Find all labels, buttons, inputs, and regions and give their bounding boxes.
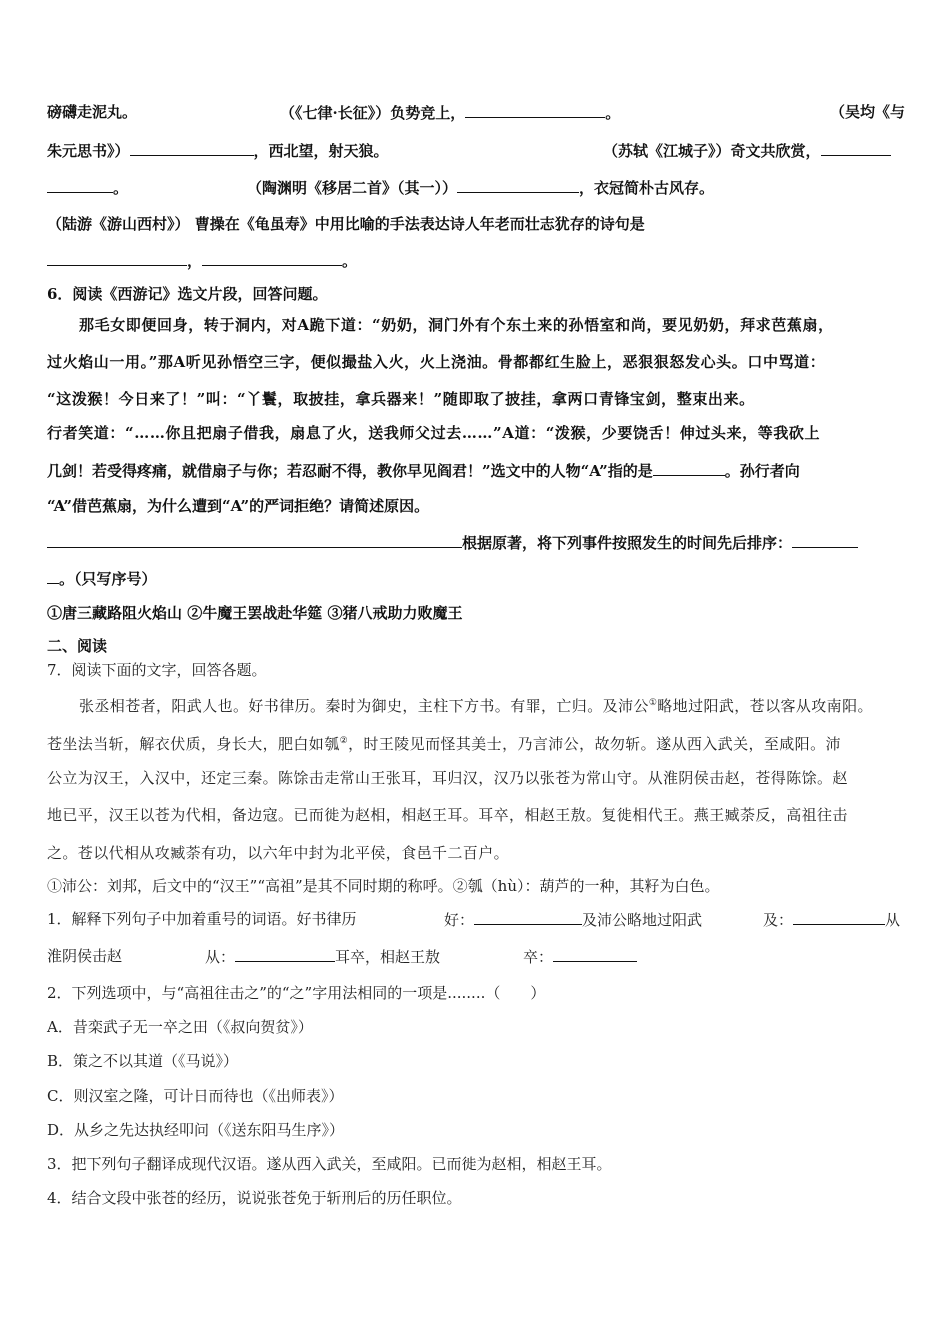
footnote-mark: ② — [339, 736, 349, 746]
q6-passage-line: 那毛女即便回身，转于洞内，对A跪下道：“奶奶，洞门外有个东土来的孙悟室和尚，要见奶奶，拜求芭蕉扇， — [79, 316, 834, 334]
q6-question-d-line — [47, 532, 858, 553]
q6-passage-line: “这泼猴！今日来了！”叫：“丫鬟，取披挂，拿兵器来！”随即取了披挂，拿两口青锋宝剑，整束出来。 — [47, 390, 755, 408]
q6-events: ①唐三藏路阻火焰山 ②牛魔王罢战赴华筵 ③猪八戒助力败魔王 — [47, 604, 463, 622]
q7-sub1-d — [763, 909, 900, 930]
q6-passage-line: 行者笑道：“……你且把扇子借我，扇息了火，送我师父过去……”A道：“泼猴，少要饶舌！伸过头来，等我砍上 — [47, 424, 821, 442]
q7-sub1-f: 淮阴侯击赵 — [47, 947, 123, 965]
label: 卒： — [523, 948, 554, 966]
q7-sub4: 4．结合文段中张苍的经历，说说张苍免于斩刑后的历任职位。 — [47, 1189, 462, 1207]
q5-line1-b — [280, 102, 620, 123]
label: 及： — [763, 911, 794, 929]
option-c[interactable]: C．则汉室之隆，可计日而待也（《出师表》） — [47, 1087, 344, 1105]
q6-title: 6．阅读《西游记》选文片段，回答问题。 — [47, 285, 328, 303]
q5-sep: ， — [187, 252, 203, 270]
answer-blank[interactable] — [235, 946, 335, 962]
q5-line3-b — [247, 177, 714, 198]
q7-sub1-b — [444, 909, 702, 930]
answer-blank[interactable] — [47, 177, 113, 193]
label: 从 — [885, 911, 901, 929]
q7-sub1-i — [523, 946, 637, 967]
q6-question-d: 根据原著，将下列事件按照发生的时间先后排序： — [462, 534, 793, 552]
q6-passage-line: 几剑！若受得疼痛，就借扇子与你；若忍耐不得，教你早见阎君！” — [47, 462, 491, 480]
q7-passage-text: ，时王陵见而怪其美士，乃言沛公，故勿斩。遂从西入武关，至咸阳。沛 — [348, 735, 841, 753]
q5-line3-c: ，衣冠简朴古风存。 — [579, 179, 715, 197]
q5-line1-c: 。 — [605, 104, 621, 122]
label: 从： — [205, 948, 236, 966]
answer-blank[interactable] — [793, 909, 885, 925]
answer-blank[interactable] — [474, 909, 582, 925]
answer-blank[interactable] — [47, 532, 462, 548]
q5-line2-c-text: （苏轼《江城子》）奇文共欣赏， — [603, 142, 821, 160]
option-a[interactable]: A．昔栾武子无一卒之田（《叔向贺贫》） — [47, 1018, 313, 1036]
section-title: 二、阅读 — [47, 637, 108, 655]
q5-line2-b: ，西北望，射天狼。 — [253, 142, 389, 160]
label: 耳卒，相赵王敖 — [335, 948, 441, 966]
q7-sub2: 2．下列选项中，与“高祖往击之”的“之”字用法相同的一项是........（ ） — [47, 984, 546, 1002]
answer-blank[interactable] — [653, 460, 725, 476]
answer-blank[interactable] — [457, 177, 579, 193]
q7-passage-line — [47, 731, 841, 754]
answer-blank[interactable] — [130, 140, 254, 156]
q5-line2-a: 朱元思书》） — [47, 142, 130, 160]
option-b[interactable]: B．策之不以其道（《马说》） — [47, 1052, 239, 1070]
q7-passage-line — [79, 693, 873, 716]
q6-question-e-line — [47, 568, 157, 589]
option-d[interactable]: D．从乡之先达执经叩问（《送东阳马生序》） — [47, 1121, 345, 1139]
q6-question-a: 选文中的人物“A”指的是 — [490, 462, 653, 480]
answer-blank[interactable] — [465, 102, 605, 118]
q7-title: 7．阅读下面的文字，回答各题。 — [47, 661, 267, 679]
q5-line4: （陆游《游山西村》） 曹操在《龟虽寿》中用比喻的手法表达诗人年老而壮志犹存的诗句是 — [47, 215, 645, 233]
answer-blank[interactable] — [47, 250, 187, 266]
q7-passage-line: 公立为汉王，入汉中，还定三秦。陈馀击走常山王张耳，耳归汉，汉乃以张苍为常山守。从淮阴侯击赵，苍得陈馀。赵 — [47, 769, 848, 787]
q7-passage-line: 地已平，汉王以苍为代相，备边寇。已而徙为赵相，相赵王耳。耳卒，相赵王敖。复徙相代王。燕王臧荼反，高祖往击 — [47, 806, 848, 824]
q7-sub1-g — [205, 946, 440, 967]
q7-notes: ①沛公：刘邦，后文中的“汉王”“高祖”是其不同时期的称呼。②瓠（hù）：葫芦的一种，其籽为白色。 — [47, 877, 720, 895]
q5-line2 — [47, 140, 389, 161]
q5-line1-a: 磅礴走泥丸。 — [47, 103, 138, 121]
q7-passage-line: 之。苍以代相从攻臧荼有功，以六年中封为北平侯，食邑千二百户。 — [47, 844, 510, 862]
answer-blank[interactable] — [202, 250, 342, 266]
q7-passage-text: 张丞相苍者，阳武人也。好书律历。秦时为御史，主柱下方书。有罪，亡归。及沛公 — [79, 697, 649, 715]
q5-line2-c — [603, 140, 891, 161]
q5-line3-a — [47, 177, 128, 198]
q5-line1-b-text: （《七律·长征》）负势竞上， — [280, 104, 466, 122]
q5-line5 — [47, 250, 357, 271]
q6-passage-last — [47, 460, 800, 481]
q6-question-e: 。（只写序号） — [59, 570, 157, 588]
q6-question-b: 。孙行者向 — [724, 462, 800, 480]
q7-passage-text: 苍坐法当斩，解衣伏质，身长大，肥白如瓠 — [47, 735, 340, 753]
q6-question-c: “A”借芭蕉扇，为什么遭到“A”的严词拒绝？请简述原因。 — [47, 497, 430, 515]
answer-blank[interactable] — [792, 532, 858, 548]
answer-blank[interactable] — [821, 140, 891, 156]
q7-sub1-a: 1．解释下列句子中加着重号的词语。好书律历 — [47, 910, 357, 928]
q5-line3-a-text: 。 — [113, 179, 129, 197]
q5-line3-b-text: （陶渊明《移居二首》（其一）） — [247, 179, 458, 197]
label: 及沛公略地过阳武 — [582, 911, 703, 929]
answer-blank[interactable] — [47, 568, 59, 584]
q7-sub3: 3．把下列句子翻译成现代汉语。遂从西入武关，至咸阳。已而徙为赵相，相赵王耳。 — [47, 1155, 612, 1173]
q6-passage-line: 过火焰山一用。”那A听见孙悟空三字，便似撮盐入火，火上浇油。骨都都红生脸上，恶狠狠怒发心头。口中骂道： — [47, 353, 826, 371]
footnote-mark: ① — [648, 698, 658, 708]
q5-line1-d: （吴均《与 — [830, 103, 906, 121]
label: 好： — [444, 911, 475, 929]
answer-blank[interactable] — [553, 946, 637, 962]
q5-end: 。 — [342, 252, 358, 270]
q7-passage-text: 略地过阳武，苍以客从攻南阳。 — [657, 697, 873, 715]
